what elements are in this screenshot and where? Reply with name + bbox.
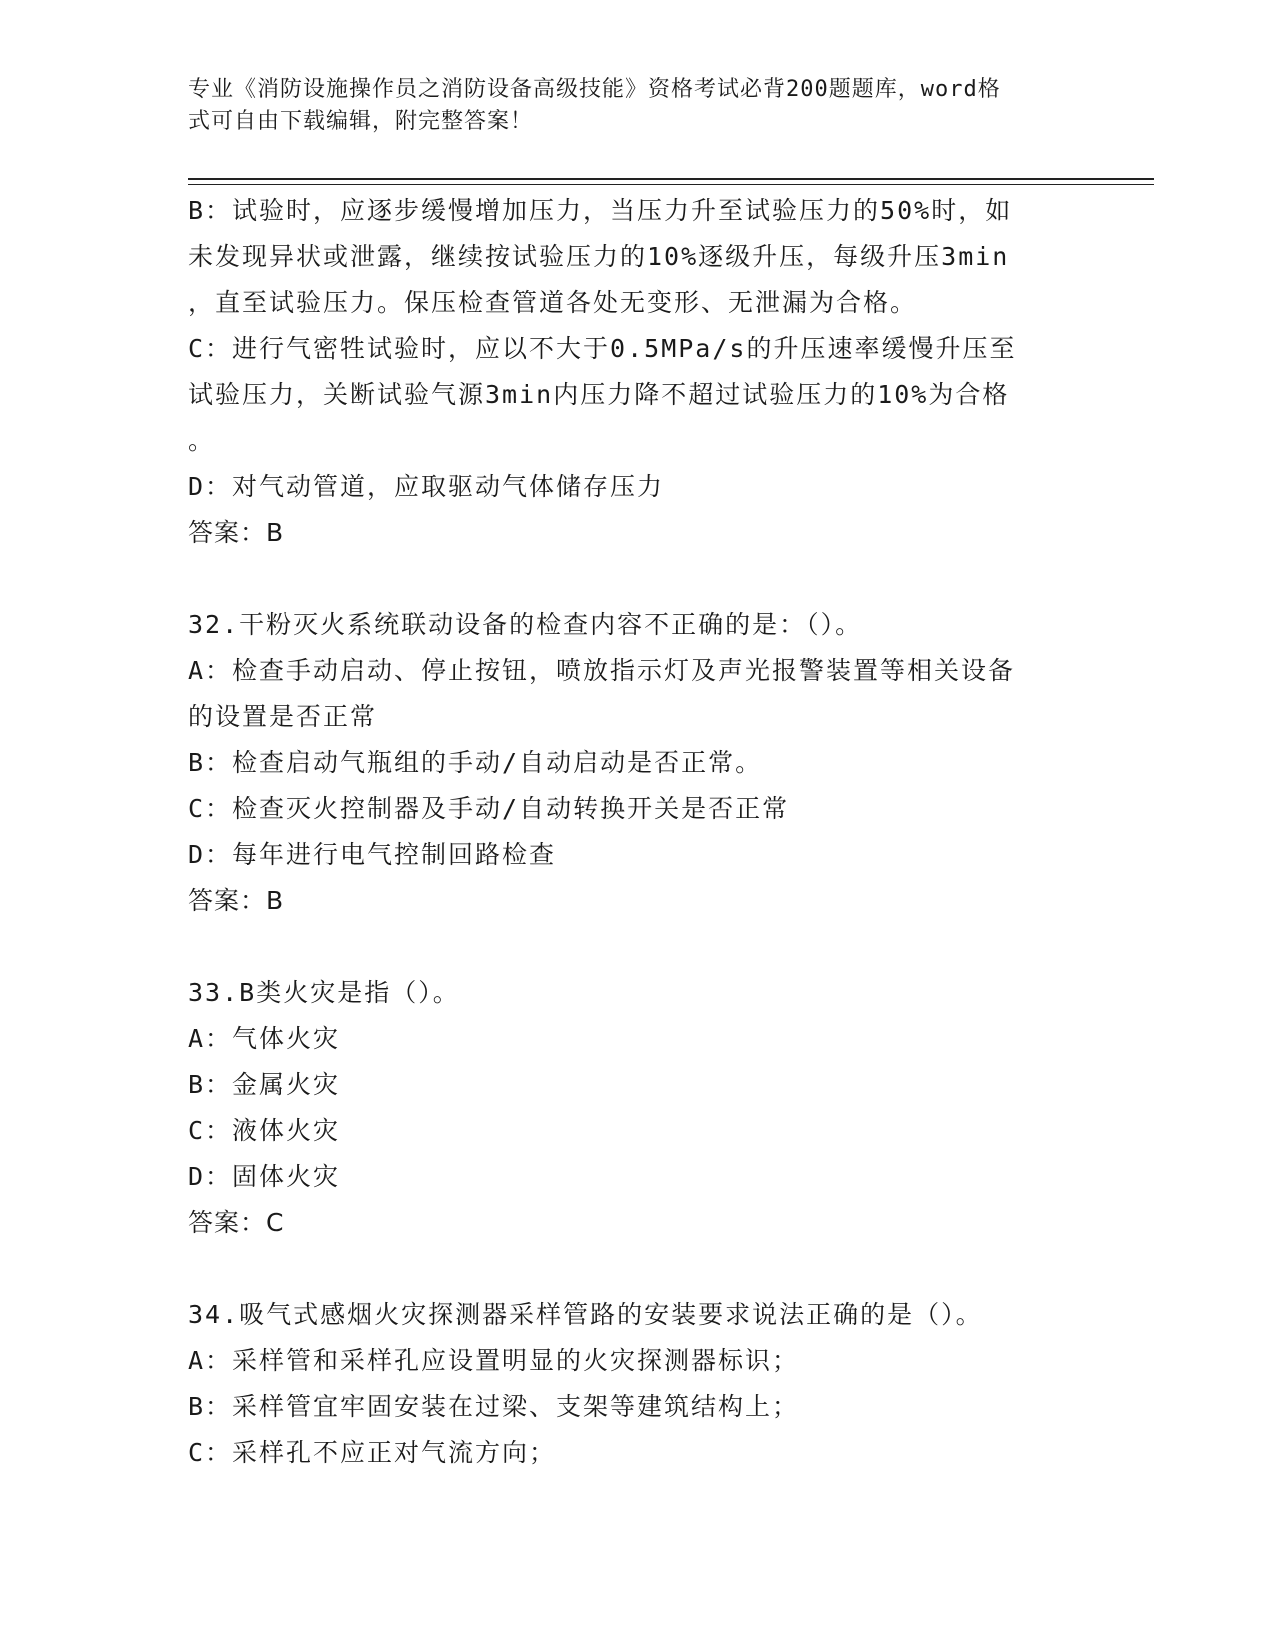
option-a-line-2: 的设置是否正常	[188, 702, 378, 731]
option-c-line-3: 。	[188, 426, 216, 455]
option-c-line-1: C：进行气密牲试验时，应以不大于0.5MPa/s的升压速率缓慢升压至	[188, 334, 1017, 363]
question-32	[188, 602, 1088, 924]
answer: 答案：B	[188, 518, 285, 547]
option-b: B：金属火灾	[188, 1070, 341, 1099]
option-b-line-2: 未发现异状或泄露，继续按试验压力的10%逐级升压，每级升压3min	[188, 242, 1010, 271]
answer: 答案：B	[188, 886, 285, 915]
question-31-continued	[188, 188, 1088, 556]
spacer	[188, 924, 1088, 970]
option-d: D：每年进行电气控制回路检查	[188, 840, 557, 869]
document-header	[188, 74, 1068, 138]
question-content	[188, 188, 1088, 1476]
option-c-line-2: 试验压力，关断试验气源3min内压力降不超过试验压力的10%为合格	[188, 380, 1010, 409]
option-b-line-1: B：试验时，应逐步缓慢增加压力，当压力升至试验压力的50%时，如	[188, 196, 1013, 225]
spacer	[188, 1246, 1088, 1292]
question-34	[188, 1292, 1088, 1476]
option-b-line-3: ，直至试验压力。保压检查管道各处无变形、无泄漏为合格。	[188, 288, 918, 317]
option-a: A：气体火灾	[188, 1024, 341, 1053]
header-line-1: 专业《消防设施操作员之消防设备高级技能》资格考试必背200题题库，word格	[188, 77, 1001, 102]
question-stem: 33.B类火灾是指（）。	[188, 978, 460, 1007]
question-stem: 32.干粉灭火系统联动设备的检查内容不正确的是：（）。	[188, 610, 863, 639]
answer: 答案：C	[188, 1208, 285, 1237]
header-line-2: 式可自由下载编辑，附完整答案！	[188, 109, 534, 134]
question-stem: 34.吸气式感烟火灾探测器采样管路的安装要求说法正确的是（）。	[188, 1300, 983, 1329]
option-c: C：液体火灾	[188, 1116, 341, 1145]
option-a: A：采样管和采样孔应设置明显的火灾探测器标识；	[188, 1346, 800, 1375]
option-d: D：固体火灾	[188, 1162, 341, 1191]
header-divider-thin	[188, 184, 1154, 185]
question-33	[188, 970, 1088, 1246]
spacer	[188, 556, 1088, 602]
option-d: D：对气动管道，应取驱动气体储存压力	[188, 472, 665, 501]
option-a-line-1: A：检查手动启动、停止按钮，喷放指示灯及声光报警装置等相关设备	[188, 656, 1016, 685]
option-c: C：检查灭火控制器及手动/自动转换开关是否正常	[188, 794, 790, 823]
option-c: C：采样孔不应正对气流方向；	[188, 1438, 557, 1467]
option-b: B：检查启动气瓶组的手动/自动启动是否正常。	[188, 748, 763, 777]
option-b: B：采样管宜牢固安装在过梁、支架等建筑结构上；	[188, 1392, 800, 1421]
header-divider-thick	[188, 178, 1154, 180]
